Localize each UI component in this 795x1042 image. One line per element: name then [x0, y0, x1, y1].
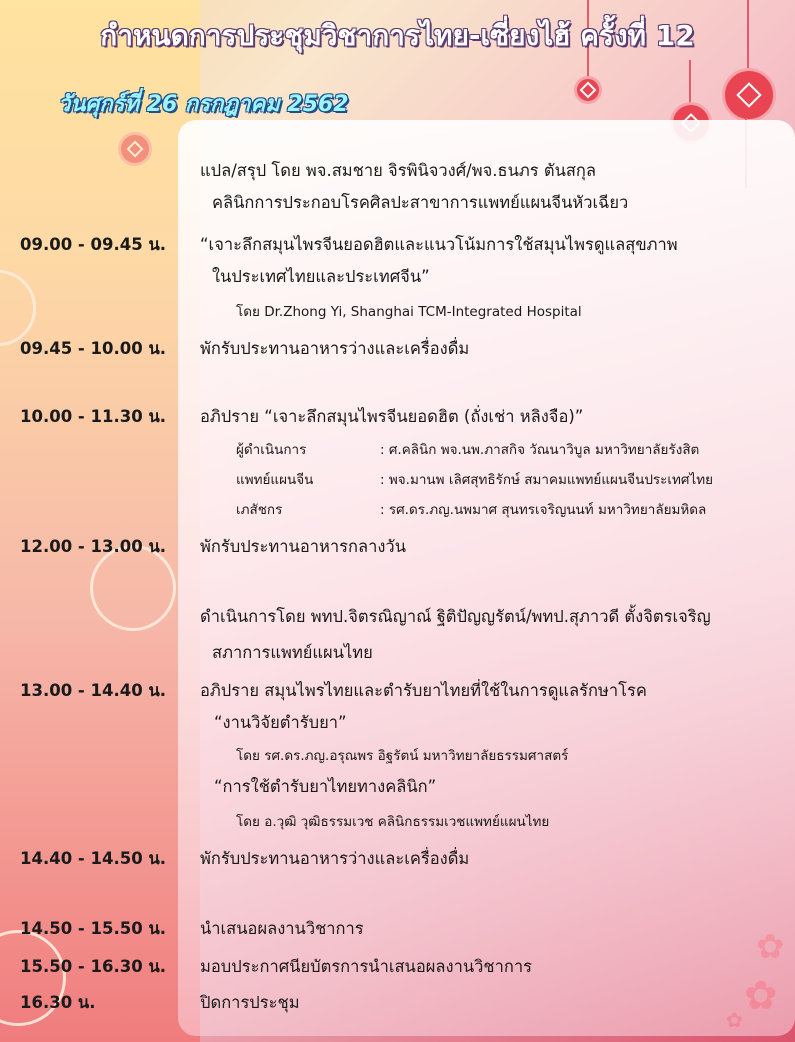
panel-person: : รศ.ดร.ภญ.นพมาศ สุนทรเจริญนนท์ มหาวิทยาลัยมหิดล [380, 502, 707, 518]
session-title: “เจาะลึกสมุนไพรจีนยอดฮิตและแนวโน้มการใช้สมุนไพรดูแลสุขภาพ [200, 235, 678, 254]
session-time: 10.00 - 11.30 น. [20, 407, 167, 426]
panel-person: : ศ.คลินิก พจ.นพ.ภาสกิจ วัณนาวิบูล มหาวิทยาลัยรังสิต [380, 442, 700, 458]
lantern-string [689, 60, 691, 105]
session-topic: “งานวิจัยตำรับยา” [214, 713, 347, 732]
session-speaker: โดย Dr.Zhong Yi, Shanghai TCM-Integrated Hospital [236, 304, 582, 320]
session-title: อภิปราย “เจาะลึกสมุนไพรจีนยอดฮิต (ถั่งเช่า หลิงจือ)” [200, 407, 584, 426]
session-time: 15.50 - 16.30 น. [20, 957, 167, 976]
page-title: กำหนดการประชุมวิชาการไทย-เซี่ยงไฮ้ ครั้งที่ 12 [100, 19, 695, 52]
session-moderator: ดำเนินการโดย พทป.จิตรณิญาณ์ ฐิติปัญญรัตน์/พทป.สุภาวดี ตั้งจิตรเจริญ [200, 607, 711, 626]
panel-role: แพทย์แผนจีน [236, 472, 314, 488]
lantern-icon [574, 76, 602, 104]
panel-person: : พจ.มานพ เลิศสุทธิรักษ์ สมาคมแพทย์แผนจีนประเทศไทย [380, 472, 714, 488]
session-time: 14.50 - 15.50 น. [20, 919, 167, 938]
lantern-icon [722, 68, 776, 122]
session-title: พักรับประทานอาหารกลางวัน [200, 537, 406, 556]
session-title: พักรับประทานอาหารว่างและเครื่องดื่ม [200, 339, 470, 358]
session-time: 09.45 - 10.00 น. [20, 339, 167, 358]
left-gold-panel [0, 0, 200, 1042]
session-title: พักรับประทานอาหารว่างและเครื่องดื่ม [200, 849, 470, 868]
panel-role: ผู้ดำเนินการ [236, 442, 307, 458]
session-topic: “การใช้ตำรับยาไทยทางคลินิก” [214, 777, 437, 796]
session-organization: สภาการแพทย์แผนไทย [212, 643, 373, 662]
session-title: อภิปราย สมุนไพรไทยและตำรับยาไทยที่ใช้ในการดูแลรักษาโรค [200, 681, 647, 700]
session-speaker: โดย รศ.ดร.ภญ.อรุณพร อิฐรัตน์ มหาวิทยาลัยธรรมศาสตร์ [236, 748, 569, 764]
intro-translator: แปล/สรุป โดย พจ.สมชาย จิรพินิจวงศ์/พจ.ธนภร ตันสกุล [200, 161, 597, 180]
session-title: ปิดการประชุม [200, 993, 300, 1012]
session-time: 12.00 - 13.00 น. [20, 537, 167, 556]
panel-role: เภสัชกร [236, 502, 283, 518]
session-time: 13.00 - 14.40 น. [20, 681, 167, 700]
session-time: 09.00 - 09.45 น. [20, 235, 167, 254]
lantern-icon [118, 132, 152, 166]
session-title-cont: ในประเทศไทยและประเทศจีน” [212, 267, 430, 286]
session-time: 16.30 น. [20, 993, 96, 1012]
session-title: นำเสนอผลงานวิชาการ [200, 919, 364, 938]
session-time: 14.40 - 14.50 น. [20, 849, 167, 868]
event-date: วันศุกร์ที่ 26 กรกฎาคม 2562 [58, 92, 349, 117]
intro-organization: คลินิกการประกอบโรคศิลปะสาขาการแพทย์แผนจีนหัวเฉียว [212, 193, 629, 212]
session-speaker: โดย อ.วุฒิ วุฒิธรรมเวช คลินิกธรรมเวชแพทย์แผนไทย [236, 814, 550, 830]
session-title: มอบประกาศนียบัตรการนำเสนอผลงานวิชาการ [200, 957, 532, 976]
